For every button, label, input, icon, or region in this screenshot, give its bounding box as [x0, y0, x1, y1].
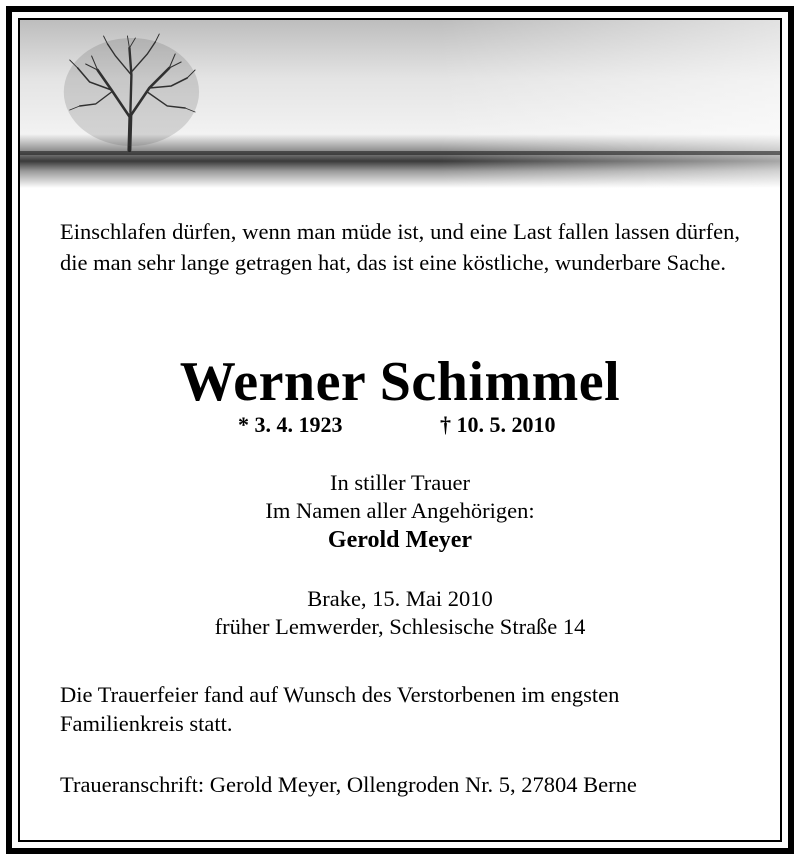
relatives-line: Im Namen aller Angehörigen: [265, 498, 535, 523]
deceased-name: Werner Schimmel [179, 351, 621, 413]
obituary-inner-frame [18, 18, 782, 842]
funeral-note: Die Trauerfeier fand auf Wunsch des Verstorbenen im engsten Familienkreis statt. [60, 682, 620, 736]
quote-text: Einschlafen dürfen, wenn man müde ist, und eine Last fallen lassen dürfen, die man sehr lange getragen hat, das ist eine köstliche, wunderbare Sache. [60, 219, 740, 275]
signer-name: Gerold Meyer [327, 527, 473, 553]
mourning-address: Traueranschrift: Gerold Meyer, Ollengroden Nr. 5, 27804 Berne [60, 772, 637, 797]
obituary-frame [6, 6, 794, 854]
birth-date: * 3. 4. 1923 [238, 412, 343, 437]
mourning-line: In stiller Trauer [330, 470, 470, 495]
death-date: † 10. 5. 2010 [440, 412, 556, 437]
tree-landscape-image [20, 20, 780, 188]
former-address: früher Lemwerder, Schlesische Straße 14 [214, 614, 586, 639]
place-date: Brake, 15. Mai 2010 [307, 586, 493, 611]
